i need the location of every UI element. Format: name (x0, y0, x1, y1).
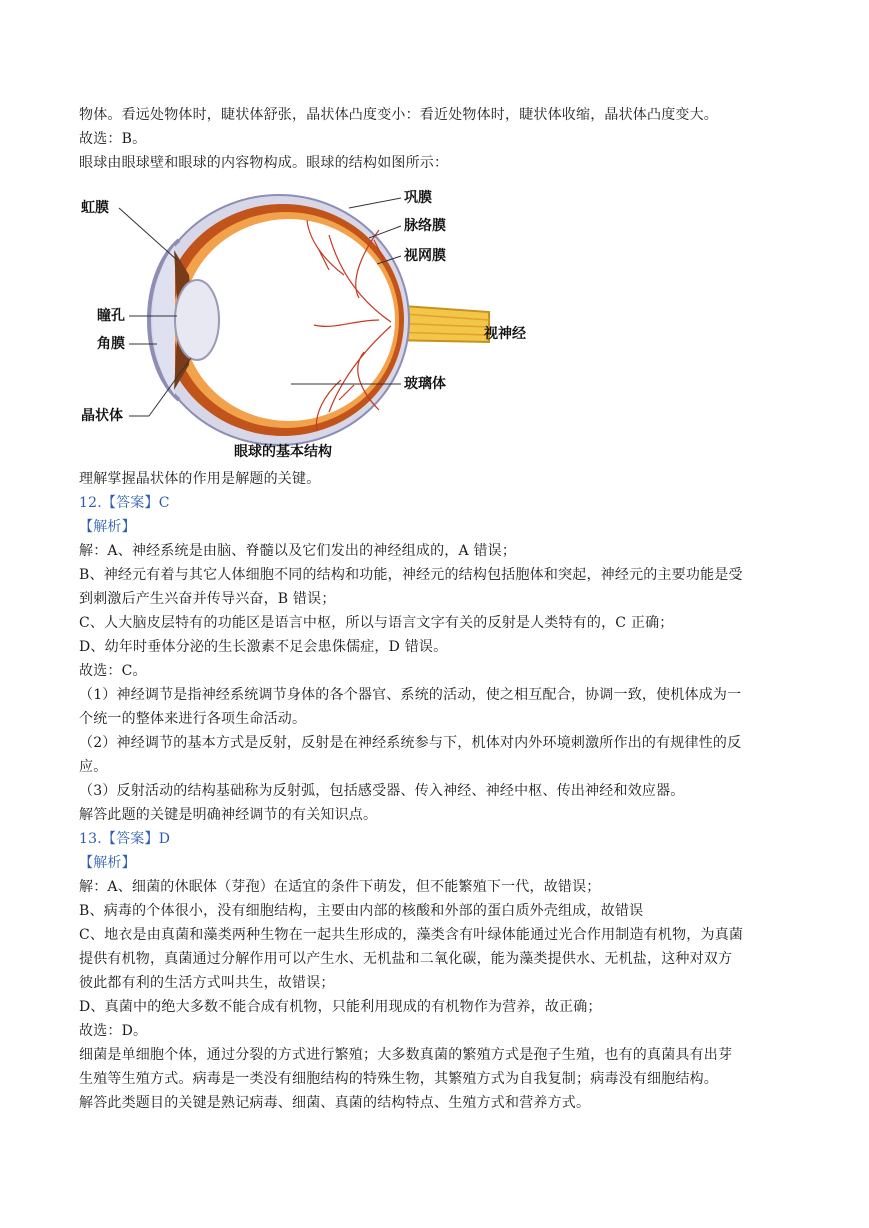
label-retina: 视网膜 (404, 248, 446, 264)
answer-tag: 【答案】 (101, 831, 159, 847)
text-line: 故选：D。 (79, 1023, 148, 1039)
answer-value: C (158, 495, 170, 511)
text-line: 到刺激后产生兴奋并传导兴奋，B 错误； (79, 591, 336, 607)
text-line: 物体。看远处物体时，睫状体舒张，晶状体凸度变小：看近处物体时，睫状体收缩，晶状体凸度变大。 (79, 107, 718, 123)
text-line: 理解掌握晶状体的作用是解题的关键。 (79, 471, 321, 487)
text-line: 解：A、神经系统是由脑、脊髓以及它们发出的神经组成的，A 错误； (79, 543, 517, 559)
label-optic-nerve: 视神经 (484, 326, 526, 342)
figure-caption: 眼球的基本结构 (234, 444, 332, 460)
question-12-answer (79, 492, 791, 514)
text-line: C、人大脑皮层特有的功能区是语言中枢，所以与语言文字有关的反射是人类特有的，C 正确； (79, 615, 674, 631)
label-vitreous: 玻璃体 (404, 376, 446, 392)
text-line: B、病毒的个体很小，没有细胞结构，主要由内部的核酸和外部的蛋白质外壳组成，故错误 (79, 903, 644, 919)
text-line: 解：A、细菌的休眠体（芽孢）在适宜的条件下萌发，但不能繁殖下一代，故错误； (79, 879, 601, 895)
text-line: 个统一的整体来进行各项生命活动。 (79, 711, 307, 727)
text-line: 提供有机物，真菌通过分解作用可以产生水、无机盐和二氧化碳，能为藻类提供水、无机盐，这种对双方 (79, 951, 733, 967)
label-lens: 晶状体 (81, 408, 123, 424)
question-number: 13. (79, 831, 102, 847)
answer-tag: 【答案】 (101, 495, 159, 511)
eye-structure-figure (79, 180, 539, 465)
text-line: C、地衣是由真菌和藻类两种生物在一起共生形成的，藻类含有叶绿体能通过光合作用制造有机物，为真菌 (79, 927, 744, 943)
analysis-tag: 【解析】 (79, 519, 136, 535)
eyeball-diagram (79, 180, 539, 465)
text-line: （2）神经调节的基本方式是反射，反射是在神经系统参与下，机体对内外环境刺激所作出的有规律性的反 (79, 735, 742, 751)
question-13-answer (79, 828, 791, 850)
label-pupil: 瞳孔 (97, 308, 125, 324)
text-line: 解答此类题目的关键是熟记病毒、细菌、真菌的结构特点、生殖方式和营养方式。 (79, 1095, 591, 1111)
question-number: 12. (79, 495, 102, 511)
analysis-tag: 【解析】 (79, 855, 136, 871)
text-line: 解答此题的关键是明确神经调节的有关知识点。 (79, 807, 378, 823)
text-line: 故选：B。 (79, 131, 147, 147)
label-choroid: 脉络膜 (404, 218, 446, 234)
label-cornea: 角膜 (97, 336, 125, 352)
label-sclera: 巩膜 (404, 190, 432, 206)
text-line: D、幼年时垂体分泌的生长激素不足会患侏儒症，D 错误。 (79, 639, 448, 655)
text-line: D、真菌中的绝大多数不能合成有机物，只能利用现成的有机物作为营养，故正确； (79, 999, 602, 1015)
text-line: 彼此都有利的生活方式叫共生，故错误； (79, 975, 335, 991)
text-line: 应。 (79, 759, 108, 775)
text-line: 细菌是单细胞个体，通过分裂的方式进行繁殖；大多数真菌的繁殖方式是孢子生殖，也有的真菌具有出芽 (79, 1047, 733, 1063)
text-line: B、神经元有着与其它人体细胞不同的结构和功能，神经元的结构包括胞体和突起，神经元的主要功能是受 (79, 567, 743, 583)
label-iris: 虹膜 (81, 200, 109, 216)
text-line: 故选：C。 (79, 663, 147, 679)
text-line: （1）神经调节是指神经系统调节身体的各个器官、系统的活动，使之相互配合，协调一致，使机体成为一 (79, 687, 742, 703)
text-line: （3）反射活动的结构基础称为反射弧，包括感受器、传入神经、神经中枢、传出神经和效应器。 (79, 783, 685, 799)
answer-value: D (158, 831, 171, 847)
text-line: 生殖等生殖方式。病毒是一类没有细胞结构的特殊生物，其繁殖方式为自我复制；病毒没有细胞结构。 (79, 1071, 718, 1087)
text-line: 眼球由眼球壁和眼球的内容物构成。眼球的结构如图所示： (79, 155, 449, 171)
